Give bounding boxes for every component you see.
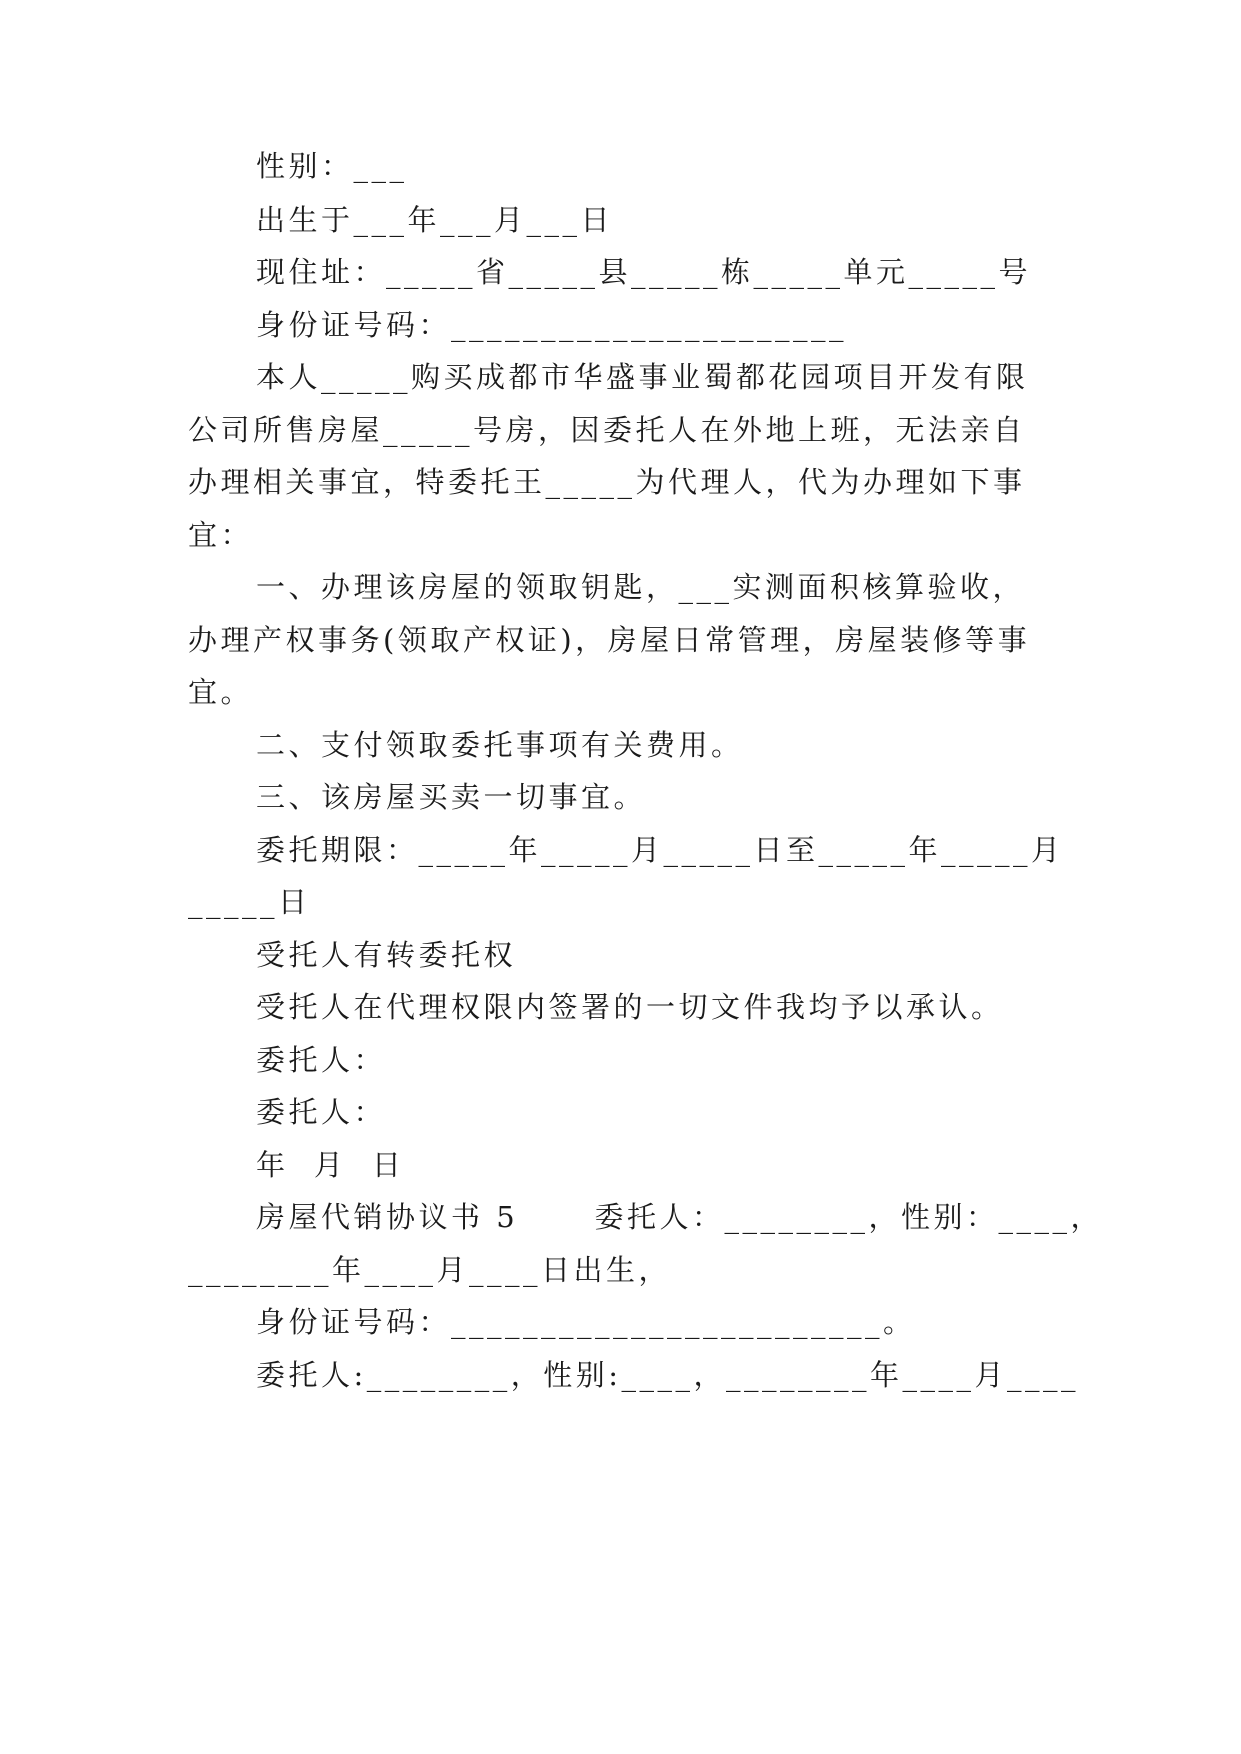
clause-one-line: 宜。 [188, 675, 254, 709]
paragraph-line: 本人_____购买成都市华盛事业蜀都花园项目开发有限 [256, 360, 1029, 394]
principal-info-line: 委托人:________，性别:____，________年____月____ [256, 1358, 1080, 1392]
paragraph-line: 公司所售房屋_____号房，因委托人在外地上班，无法亲自 [188, 413, 1026, 447]
birth-date-line: 出生于___年___月___日 [256, 203, 614, 237]
signature-date: 年 月 日 [256, 1148, 405, 1182]
principal-signature: 委托人： [256, 1095, 387, 1129]
clause-one-line: 一、办理该房屋的领取钥匙，___实测面积核算验收， [256, 570, 1026, 604]
term-line: _____日 [188, 885, 311, 919]
clause-one-line: 办理产权事务(领取产权证)，房屋日常管理，房屋装修等事 [188, 623, 1031, 657]
id-number-line: 身份证号码：________________________。 [256, 1305, 916, 1339]
id-number-line: 身份证号码：______________________ [256, 308, 848, 342]
sub-delegation-line: 受托人有转委托权 [256, 938, 517, 972]
paragraph-line: 宜： [188, 518, 254, 552]
term-line: 委托期限：_____年_____月_____日至_____年_____月 [256, 833, 1064, 867]
address-line: 现住址：_____省_____县_____栋_____单元_____号 [256, 255, 1032, 289]
principal-signature: 委托人： [256, 1043, 387, 1077]
gender-line: 性别：___ [256, 149, 408, 183]
acknowledgement-line: 受托人在代理权限内签署的一切文件我均予以承认。 [256, 990, 1004, 1024]
agreement-heading-line: 房屋代销协议书 5 委托人：________，性别：____， [256, 1200, 1103, 1234]
birth-date-line: ________年____月____日出生， [188, 1253, 672, 1287]
clause-two-line: 二、支付领取委托事项有关费用。 [256, 728, 744, 762]
paragraph-line: 办理相关事宜，特委托王_____为代理人，代为办理如下事 [188, 465, 1026, 499]
clause-three-line: 三、该房屋买卖一切事宜。 [256, 780, 647, 814]
